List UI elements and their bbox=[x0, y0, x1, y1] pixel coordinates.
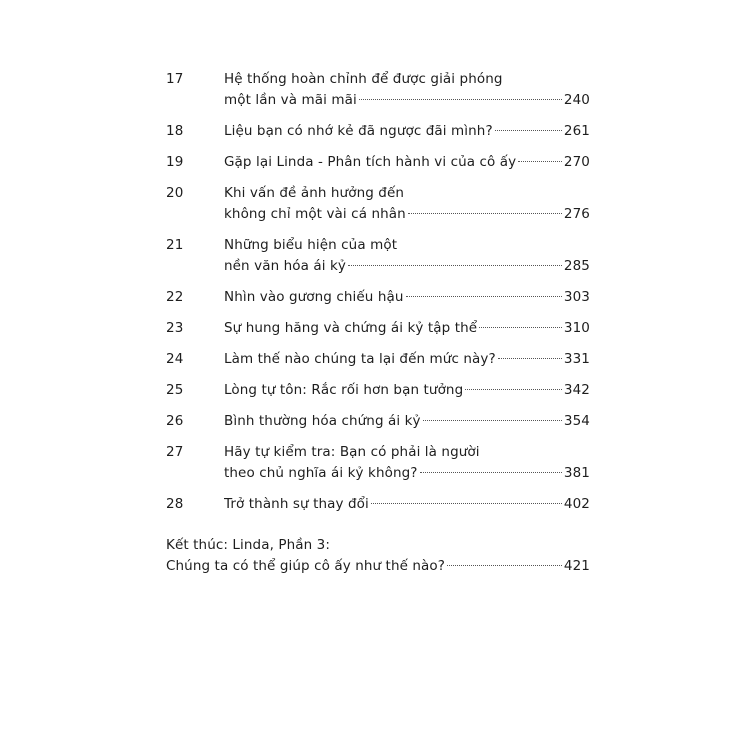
chapter-title-last-line: Nhìn vào gương chiếu hậu bbox=[224, 289, 404, 305]
chapter-title bbox=[224, 494, 590, 515]
chapter-number: 18 bbox=[166, 123, 184, 139]
chapter-title-line: Những biểu hiện của một bbox=[224, 237, 398, 253]
dot-leader bbox=[420, 472, 562, 473]
chapter-title bbox=[224, 69, 590, 111]
dot-leader bbox=[447, 565, 562, 566]
chapter-number: 23 bbox=[166, 320, 184, 336]
chapter-title-last-line: Bình thường hóa chứng ái kỷ bbox=[224, 413, 421, 429]
dot-leader bbox=[465, 389, 562, 390]
toc-entry-18 bbox=[166, 121, 590, 142]
chapter-title-leader bbox=[224, 349, 590, 370]
chapter-title-leader bbox=[224, 380, 590, 401]
chapter-title-last-line: một lần và mãi mãi bbox=[224, 92, 357, 108]
chapter-title bbox=[224, 318, 590, 339]
chapter-title bbox=[224, 287, 590, 308]
chapter-title-leader bbox=[224, 318, 590, 339]
chapter-title-last-line: Làm thế nào chúng ta lại đến mức này? bbox=[224, 351, 496, 367]
chapter-title-line: Hệ thống hoàn chỉnh để được giải phóng bbox=[224, 71, 503, 87]
chapter-title-line: Khi vấn đề ảnh hưởng đến bbox=[224, 185, 405, 201]
chapter-number: 21 bbox=[166, 237, 184, 253]
chapter-title-last-line: Lòng tự tôn: Rắc rối hơn bạn tưởng bbox=[224, 382, 464, 398]
dot-leader bbox=[479, 327, 562, 328]
chapter-title-leader bbox=[224, 463, 590, 484]
chapter-number: 17 bbox=[166, 71, 184, 87]
chapter-title-leader bbox=[224, 152, 590, 173]
toc-entry-21 bbox=[166, 235, 590, 277]
epilogue-title-line: Kết thúc: Linda, Phần 3: bbox=[166, 537, 331, 553]
chapter-number: 24 bbox=[166, 351, 184, 367]
chapter-title-line: Hãy tự kiểm tra: Bạn có phải là người bbox=[224, 444, 480, 460]
chapter-title-last-line: theo chủ nghĩa ái kỷ không? bbox=[224, 465, 418, 481]
epilogue-title-leader bbox=[166, 556, 590, 577]
toc-entry-epilogue bbox=[166, 535, 590, 577]
chapter-title-leader bbox=[224, 287, 590, 308]
table-of-contents bbox=[166, 69, 590, 577]
chapter-title bbox=[224, 411, 590, 432]
toc-entry-20 bbox=[166, 183, 590, 225]
chapter-number: 20 bbox=[166, 185, 184, 201]
page-number: 270 bbox=[563, 154, 590, 170]
chapter-title bbox=[224, 442, 590, 484]
toc-entry-24 bbox=[166, 349, 590, 370]
toc-entry-27 bbox=[166, 442, 590, 484]
page-number: 276 bbox=[563, 206, 590, 222]
dot-leader bbox=[371, 503, 562, 504]
page-number: 381 bbox=[563, 465, 590, 481]
chapter-title-last-line: nền văn hóa ái kỷ bbox=[224, 258, 347, 274]
dot-leader bbox=[423, 420, 562, 421]
page-number: 354 bbox=[563, 413, 590, 429]
chapter-number: 25 bbox=[166, 382, 184, 398]
chapter-title-last-line: Sự hung hăng và chứng ái kỷ tập thể bbox=[224, 320, 478, 336]
toc-entry-17 bbox=[166, 69, 590, 111]
page-number: 310 bbox=[563, 320, 590, 336]
chapter-title-last-line: không chỉ một vài cá nhân bbox=[224, 206, 406, 222]
chapter-title-leader bbox=[224, 204, 590, 225]
chapter-title-last-line: Liệu bạn có nhớ kẻ đã ngược đãi mình? bbox=[224, 123, 493, 139]
dot-leader bbox=[498, 358, 562, 359]
chapter-title-leader bbox=[224, 121, 590, 142]
dot-leader bbox=[408, 213, 562, 214]
chapter-title bbox=[224, 152, 590, 173]
dot-leader bbox=[518, 161, 562, 162]
chapter-title bbox=[224, 235, 590, 277]
page-number: 402 bbox=[563, 496, 590, 512]
chapter-number: 27 bbox=[166, 444, 184, 460]
chapter-title bbox=[224, 380, 590, 401]
toc-entry-25 bbox=[166, 380, 590, 401]
page-number: 261 bbox=[563, 123, 590, 139]
chapter-title-leader bbox=[224, 494, 590, 515]
page-number: 331 bbox=[563, 351, 590, 367]
toc-entry-22 bbox=[166, 287, 590, 308]
chapter-number: 19 bbox=[166, 154, 184, 170]
toc-entry-26 bbox=[166, 411, 590, 432]
toc-entry-23 bbox=[166, 318, 590, 339]
chapter-title-last-line: Gặp lại Linda - Phân tích hành vi của cô ấy bbox=[224, 154, 517, 170]
chapter-title bbox=[224, 183, 590, 225]
chapter-number: 26 bbox=[166, 413, 184, 429]
chapter-title-leader bbox=[224, 256, 590, 277]
dot-leader bbox=[495, 130, 562, 131]
chapter-number: 22 bbox=[166, 289, 184, 305]
epilogue-title-last-line: Chúng ta có thể giúp cô ấy như thế nào? bbox=[166, 558, 446, 574]
chapter-title-last-line: Trở thành sự thay đổi bbox=[224, 496, 369, 512]
dot-leader bbox=[348, 265, 562, 266]
chapter-title bbox=[224, 121, 590, 142]
chapter-number: 28 bbox=[166, 496, 184, 512]
dot-leader bbox=[406, 296, 562, 297]
page-number: 240 bbox=[563, 92, 590, 108]
page-number: 421 bbox=[563, 558, 590, 574]
page-number: 342 bbox=[563, 382, 590, 398]
page-number: 303 bbox=[563, 289, 590, 305]
chapter-title-leader bbox=[224, 90, 590, 111]
toc-entry-19 bbox=[166, 152, 590, 173]
toc-entry-28 bbox=[166, 494, 590, 515]
chapter-title-leader bbox=[224, 411, 590, 432]
page-number: 285 bbox=[563, 258, 590, 274]
chapter-title bbox=[224, 349, 590, 370]
dot-leader bbox=[359, 99, 562, 100]
